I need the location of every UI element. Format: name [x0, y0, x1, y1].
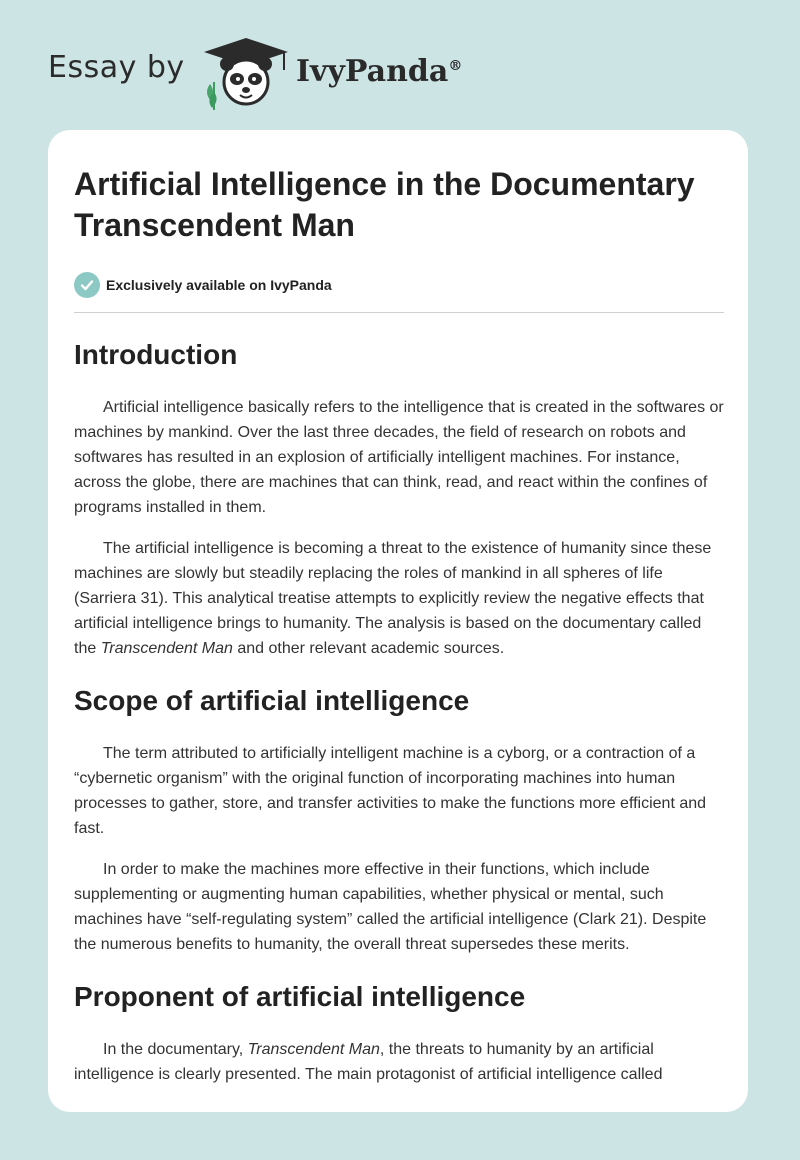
essay-card: [48, 130, 748, 1112]
site-header: [0, 0, 800, 130]
exclusive-badge-label: Exclusively available on IvyPanda: [106, 277, 332, 293]
paragraph: In the documentary, Transcendent Man, the threats to humanity by an artificial intelligence is clearly presented. The main protagonist of artificial intelligence called: [74, 1041, 663, 1083]
paragraph: The artificial intelligence is becoming a threat to the existence of humanity since these machines are slowly but steadily replacing the roles of mankind in all spheres of life (Sarriera 31). This analytical treatise attempts to explicitly review the negative effects that artificial intelligence brings to humanity. The analysis is based on the documentary called the Transcendent Man and other relevant academic sources.: [74, 540, 712, 657]
essay-by-label: Essay by: [48, 50, 185, 85]
section-heading-scope: Scope of artificial intelligence: [74, 685, 470, 716]
paragraph: In order to make the machines more effective in their functions, which include supplementing or augmenting human capabilities, whether physical or mental, such machines have “self-regulating system” called the artificial intelligence (Clark 21). Despite the numerous benefits to humanity, the overall threat supersedes these merits.: [74, 861, 707, 953]
section-heading-proponent: Proponent of artificial intelligence: [74, 981, 526, 1012]
paragraph: The term attributed to artificially intelligent machine is a cyborg, or a contraction of a “cybernetic organism” with the original function of incorporating machines into human processes to gather, store, and transfer activities to make the functions more efficient and fast.: [74, 745, 707, 837]
brand-name[interactable]: IvyPanda®: [296, 54, 463, 89]
panda-logo-icon[interactable]: [200, 34, 292, 110]
exclusive-badge: [74, 272, 724, 298]
paragraph: Artificial intelligence basically refers to the intelligence that is created in the softwares or machines by mankind. Over the last three decades, the field of research on robots and softwares has resulted in an explosion of artificially intelligent machines. For instance, across the globe, there are machines that can think, read, and react within the confines of programs installed in them.: [74, 399, 724, 516]
check-icon: [74, 272, 100, 298]
divider: [74, 312, 724, 313]
essay-title: Artificial Intelligence in the Documentary Transcendent Man: [74, 166, 695, 243]
section-heading-introduction: Introduction: [74, 339, 238, 370]
